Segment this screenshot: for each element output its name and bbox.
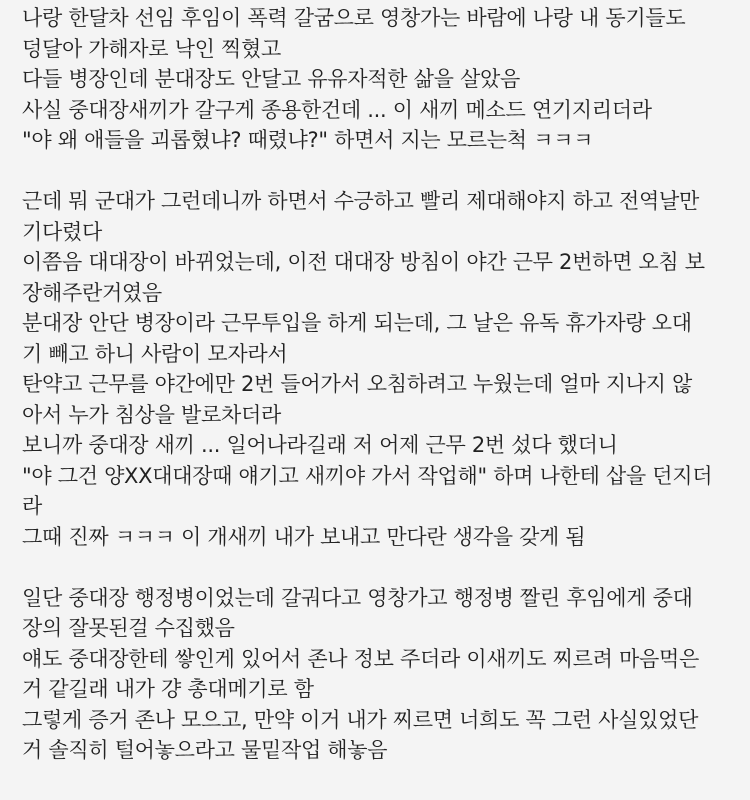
text-line: 라 <box>22 494 42 518</box>
text-line: 아서 누가 침상을 발로차더라 <box>22 402 281 427</box>
text-line: 보니까 중대장 새끼 ... 일어나라길래 저 어제 근무 2번 섰다 했더니 <box>22 433 618 457</box>
text-line: 다들 병장인데 분대장도 안달고 유유자적한 삶을 살았음 <box>22 67 520 91</box>
text-line: 거 같길래 내가 걍 총대메기로 함 <box>22 677 314 701</box>
text-line: 장해주란거였음 <box>22 280 162 305</box>
text-line: 기 빼고 하니 사람이 모자라서 <box>22 341 288 366</box>
text-line: 분대장 안단 병장이라 근무투입을 하게 되는데, 그 날은 유독 휴가자랑 오대 <box>22 311 692 335</box>
text-line: 장의 잘못된걸 수집했음 <box>22 616 235 640</box>
text-line: 탄약고 근무를 야간에만 2번 들어가서 오침하려고 누웠는데 얼마 지나지 않 <box>22 372 693 396</box>
text-line: 이쯤음 대대장이 바뀌었는데, 이전 대대장 방침이 야간 근무 2번하면 오침 보 <box>22 250 705 274</box>
paragraph-break <box>22 156 738 187</box>
text-line: 일단 중대장 행정병이었는데 갈궈다고 영창가고 행정병 짤린 후임에게 중대 <box>22 585 693 610</box>
paragraph-break <box>22 552 738 583</box>
text-line: 기다렸다 <box>22 219 102 244</box>
text-line: 나랑 한달차 선임 후임이 폭력 갈굼으로 영창가는 바람에 나랑 내 동기들도 <box>22 6 686 30</box>
text-line: 얘도 중대장한테 쌓인게 있어서 존나 정보 주더라 이새끼도 찌르려 마음먹은 <box>22 646 699 671</box>
text-line: 거 솔직히 털어놓으라고 물밑작업 해놓음 <box>22 738 388 762</box>
text-line: 근데 뭐 군대가 그런데니까 하면서 수긍하고 빨리 제대해야지 하고 전역날만 <box>22 189 699 213</box>
post-text-lines <box>22 3 738 766</box>
text-line: "야 그건 양XX대대장때 얘기고 새끼야 가서 작업해" 하며 나한테 삽을 던지더 <box>22 463 713 488</box>
text-line: "야 왜 애들을 괴롭혔냐? 때렸냐?" 하면서 지는 모르는척 ㅋㅋㅋ <box>22 128 594 152</box>
text-line: 사실 중대장새끼가 갈구게 종용한건데 ... 이 새끼 메소드 연기지리더라 <box>22 97 652 122</box>
text-line: 덩달아 가해자로 낙인 찍혔고 <box>22 36 281 61</box>
text-line: 그렇게 증거 존나 모으고, 만약 이거 내가 찌르면 너희도 꼭 그런 사실있었단 <box>22 707 699 732</box>
text-line: 그때 진짜 ㅋㅋㅋ 이 개새끼 내가 보내고 만다란 생각을 갖게 됨 <box>22 524 586 549</box>
